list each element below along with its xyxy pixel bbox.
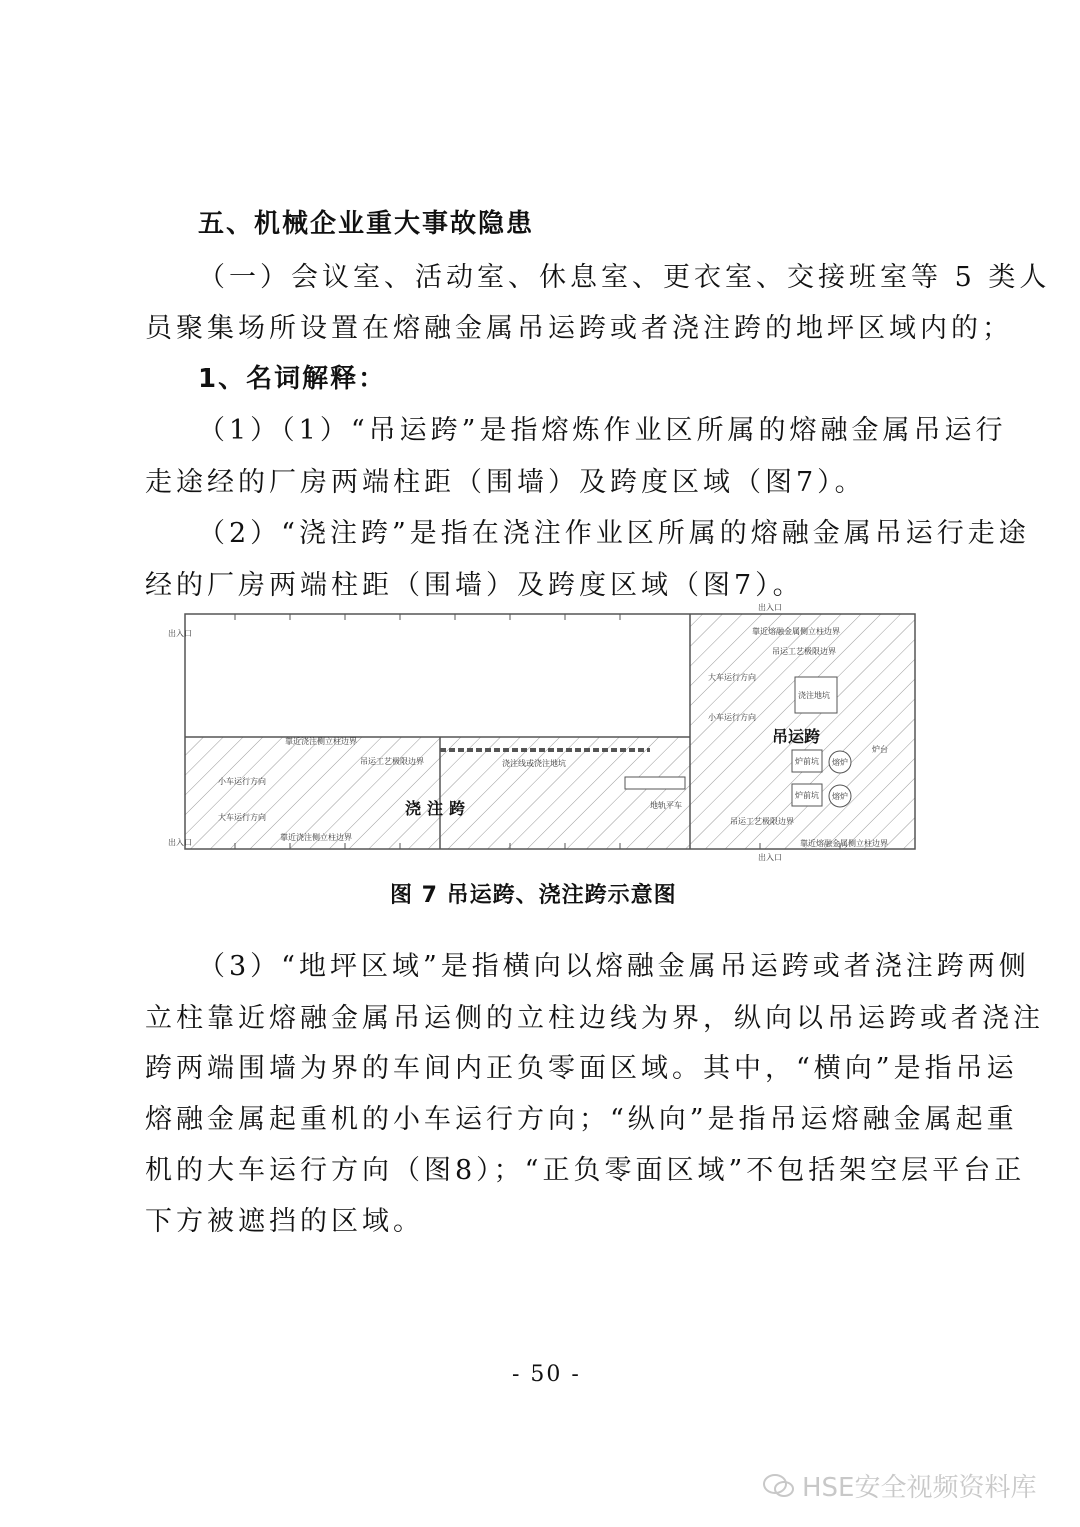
paragraph-line: 下方被遮挡的区域。 [145, 1206, 424, 1237]
heading: 五、机械企业重大事故隐患 [198, 209, 535, 239]
rail-car-label: 地轨平车 [650, 801, 682, 810]
exit-label: 出入口 [168, 838, 192, 847]
boundary-label: 靠近熔融金属侧立柱边界 [800, 839, 888, 848]
furnace-front-label: 炉前坑 [795, 791, 819, 800]
paragraph-line: 走途经的厂房两端柱距（围墙）及跨度区域（图7）。 [145, 467, 866, 498]
figure-7-diagram [160, 602, 920, 862]
furnace-front-label: 炉前坑 [795, 757, 819, 766]
exit-label: 出入口 [168, 629, 192, 638]
paragraph-line: （1）（1）“吊运跨”是指熔炼作业区所属的熔融金属吊运行 [198, 415, 1007, 446]
furnace-label: 熔炉 [832, 758, 848, 767]
paragraph-line: （一）会议室、活动室、休息室、更衣室、交接班室等 5 类人 [198, 262, 1051, 293]
page-number: - 50 - [512, 1362, 581, 1387]
paragraph-line: 熔融金属起重机的小车运行方向；“纵向”是指吊运熔融金属起重 [145, 1104, 1018, 1135]
sub-heading: 1、名词解释： [198, 364, 387, 394]
wechat-icon [762, 1472, 796, 1500]
direction-label: 小车运行方向 [218, 777, 266, 786]
platform-label: 炉台 [872, 745, 888, 754]
direction-label: 大车运行方向 [218, 813, 266, 822]
boundary-label: 靠近浇注侧立柱边界 [285, 737, 357, 746]
pouring-span-label: 浇注跨 [405, 799, 472, 818]
paragraph-line: 跨两端围墙为界的车间内正负零面区域。其中，“横向”是指吊运 [145, 1053, 1018, 1084]
paragraph-line: （2）“浇注跨”是指在浇注作业区所属的熔融金属吊运行走途 [198, 518, 1030, 549]
ladle-span-label: 吊运跨 [772, 727, 821, 746]
exit-label: 出入口 [758, 853, 782, 862]
furnace-label: 熔炉 [832, 792, 848, 801]
direction-label: 小车运行方向 [708, 713, 756, 722]
paragraph-line: 员聚集场所设置在熔融金属吊运跨或者浇注跨的地坪区域内的； [145, 313, 1013, 344]
boundary-label: 靠近熔融金属侧立柱边界 [752, 627, 840, 636]
exit-label: 出入口 [758, 603, 782, 612]
paragraph-line: （3）“地坪区域”是指横向以熔融金属吊运跨或者浇注跨两侧 [198, 951, 1030, 982]
figure-caption: 图 7 吊运跨、浇注跨示意图 [390, 883, 677, 908]
watermark [762, 1467, 1036, 1504]
craft-limit-label: 吊运工艺极限边界 [730, 817, 794, 826]
watermark-text: HSE安全视频资料库 [802, 1473, 1037, 1503]
paragraph-line: 经的厂房两端柱距（围墙）及跨度区域（图7）。 [145, 570, 804, 601]
direction-label: 大车运行方向 [708, 673, 756, 682]
pour-pit-label: 浇注地坑 [798, 691, 830, 700]
paragraph-line: 立柱靠近熔融金属吊运侧的立柱边线为界，纵向以吊运跨或者浇注 [145, 1003, 1044, 1034]
pour-line-label: 浇注线或浇注地坑 [502, 759, 566, 768]
pouring-span-area [185, 737, 690, 849]
boundary-label: 靠近浇注侧立柱边界 [280, 833, 352, 842]
paragraph-line: 机的大车运行方向（图8）；“正负零面区域”不包括架空层平台正 [145, 1155, 1026, 1186]
craft-limit-label: 吊运工艺极限边界 [360, 757, 424, 766]
craft-limit-label: 吊运工艺极限边界 [772, 647, 836, 656]
